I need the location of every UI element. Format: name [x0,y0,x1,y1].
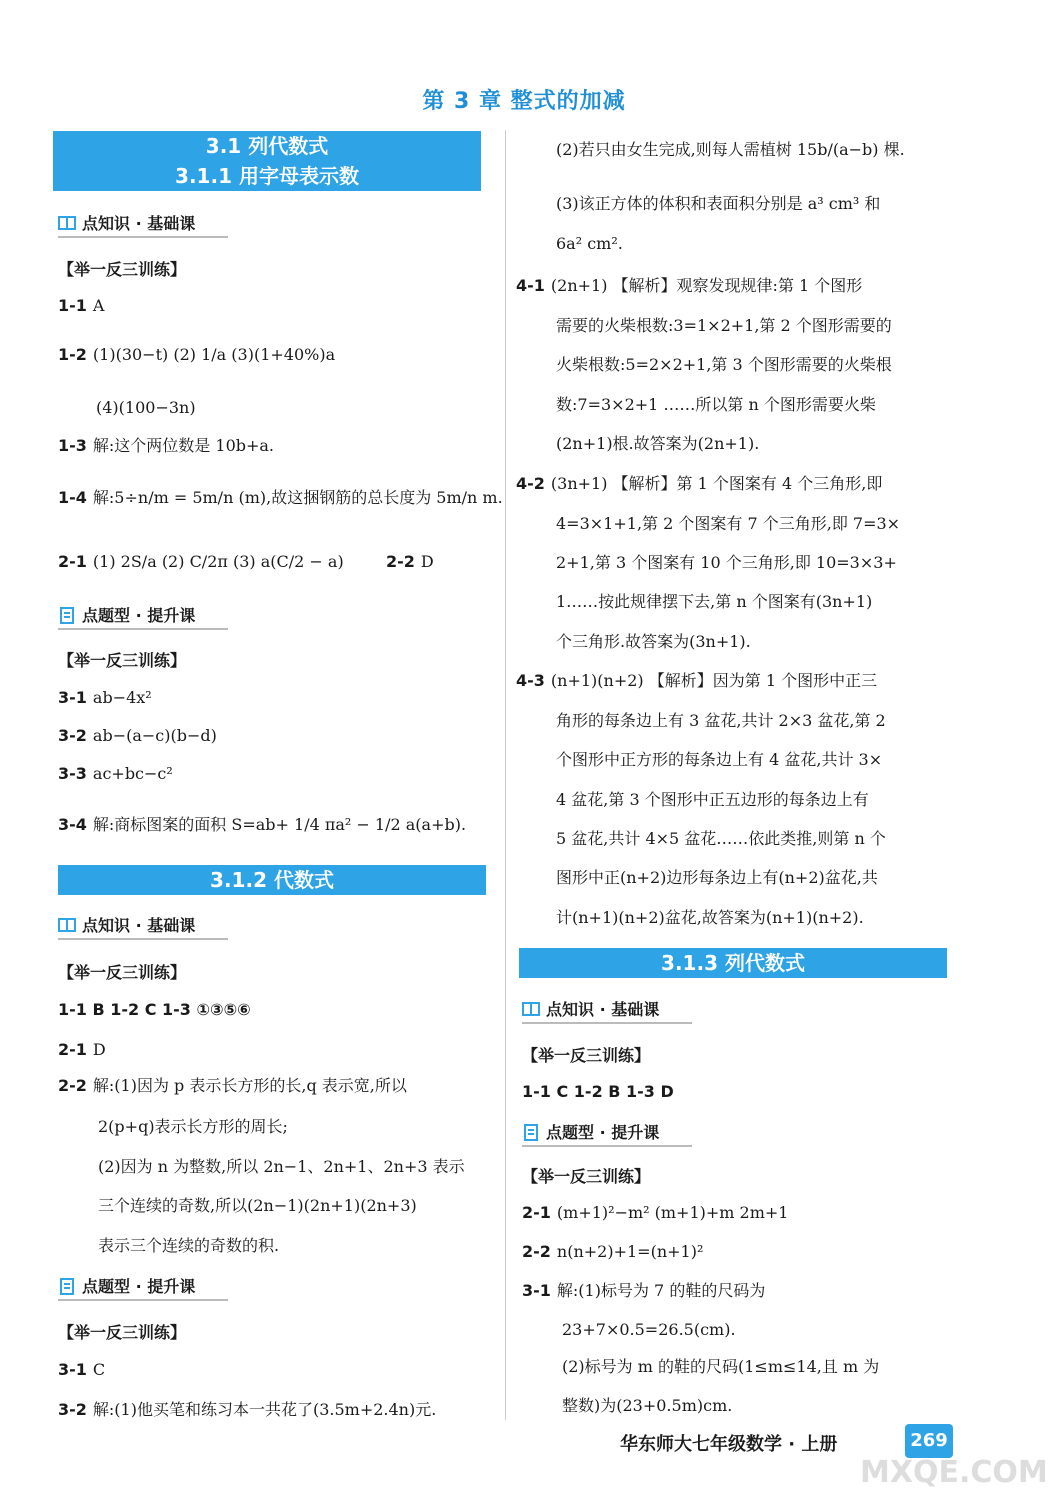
answer-4-3: 4-3 (n+1)(n+2) 【解析】因为第 1 个图形中正三 [516,671,878,690]
section-label: 点知识 · 基础课 [82,214,196,233]
section-label: 点知识 · 基础课 [546,1000,660,1019]
answer-4-3-cont: 角形的每条边上有 3 盆花,共计 2×3 盆花,第 2 [556,711,886,730]
page-number: 269 [905,1424,953,1458]
answer-4-1-cont: 需要的火柴根数:3=1×2+1,第 2 个图形需要的 [556,316,892,335]
section-banner-3-1 [53,131,481,191]
section-question-type-3 [522,1120,692,1147]
answer-4-3-cont: 个图形中正方形的每条边上有 4 盆花,共计 3× [556,750,883,769]
answer-1-4: 1-4 解:5÷n/m = 5m/n (m),故这捆钢筋的总长度为 5m/n m. [58,488,503,507]
answer-4-1-cont: (2n+1)根.故答案为(2n+1). [556,434,760,453]
answer-4-2-cont: 个三角形.故答案为(3n+1). [556,632,751,651]
book-icon [58,916,76,934]
subheading: 【举一反三训练】 [522,1167,651,1186]
answer-1-2-cont: (4)(100−3n) [96,398,196,417]
section-question-type-1 [58,603,228,630]
section-label: 点知识 · 基础课 [82,916,196,935]
answer-3-2: 3-2 ab−(a−c)(b−d) [58,726,217,745]
answer-4-1-cont: 数:7=3×2+1 ……所以第 n 个图形需要火柴 [556,395,876,414]
subheading: 【举一反三训练】 [58,1323,187,1342]
clipboard-icon [58,606,76,624]
answer-2-2b-cont: 2(p+q)表示长方形的周长; [98,1117,288,1136]
section-label: 点题型 · 提升课 [82,1277,196,1296]
answer-2-2b-cont: 三个连续的奇数,所以(2n−1)(2n+1)(2n+3) [98,1196,417,1215]
answer-3-4: 3-4 解:商标图案的面积 S=ab+ 1/4 πa² − 1/2 a(a+b). [58,815,467,834]
answer-1-1: 1-1 A [58,296,105,315]
answer-4-2-cont: 2+1,第 3 个图案有 10 个三角形,即 10=3×3+ [556,553,897,572]
banner-line-1: 3.1 列代数式 [205,134,329,158]
answer-4-3-cont: 4 盆花,第 3 个图形中正五边形的每条边上有 [556,790,869,809]
answer-3-1c-cont: 整数)为(23+0.5m)cm. [562,1396,733,1415]
book-icon [58,214,76,232]
answer-1-3: 1-3 解:这个两位数是 10b+a. [58,436,275,455]
clipboard-icon [522,1123,540,1141]
answer-row-2: 1-1 C 1-2 B 1-3 D [522,1082,674,1101]
answer-2-2: 2-2 D [386,552,434,571]
right-line: (3)该正方体的体积和表面积分别是 a³ cm³ 和 [556,194,881,213]
answer-1-2: 1-2 (1)(30−t) (2) 1/a (3)(1+40%)a [58,345,336,364]
subheading: 【举一反三训练】 [522,1046,651,1065]
answer-4-3-cont: 计(n+1)(n+2)盆花,故答案为(n+1)(n+2). [556,908,864,927]
answer-4-1: 4-1 (2n+1) 【解析】观察发现规律:第 1 个图形 [516,276,863,295]
answer-4-2-cont: 4=3×1+1,第 2 个图案有 7 个三角形,即 7=3× [556,514,901,533]
right-line: 6a² cm². [556,234,623,253]
book-icon [522,1000,540,1018]
book-title-footer: 华东师大七年级数学 · 上册 [620,1434,838,1455]
subheading: 【举一反三训练】 [58,963,187,982]
answer-2-1: 2-1 (1) 2S/a (2) C/2π (3) a(C/2 − a) [58,552,344,571]
answer-3-1b: 3-1 C [58,1360,106,1379]
right-line: (2)若只由女生完成,则每人需植树 15b/(a−b) 棵. [556,140,905,159]
chapter-title: 第 3 章 整式的加减 [422,89,626,114]
answer-4-1-cont: 火柴根数:5=2×2+1,第 3 个图形需要的火柴根 [556,355,892,374]
answer-4-2: 4-2 (3n+1) 【解析】第 1 个图案有 4 个三角形,即 [516,474,883,493]
answer-3-1: 3-1 ab−4x² [58,688,152,707]
answer-2-1c: 2-1 (m+1)²−m² (m+1)+m 2m+1 [522,1203,789,1222]
section-banner-3-1-2: 3.1.2 代数式 [58,865,486,895]
answer-4-3-cont: 5 盆花,共计 4×5 盆花……依此类推,则第 n 个 [556,829,886,848]
section-label: 点题型 · 提升课 [546,1123,660,1142]
section-banner-3-1-3: 3.1.3 列代数式 [519,948,947,978]
subheading: 【举一反三训练】 [58,651,187,670]
column-divider [505,130,506,1420]
answer-2-2c: 2-2 n(n+2)+1=(n+1)² [522,1242,704,1261]
section-knowledge-3 [522,997,692,1024]
section-question-type-2 [58,1274,228,1301]
answer-2-2b-cont: 表示三个连续的奇数的积. [98,1236,280,1255]
answer-3-1c-cont: (2)标号为 m 的鞋的尺码(1≤m≤14,且 m 为 [562,1357,880,1376]
subheading: 【举一反三训练】 [58,260,187,279]
answer-2-1b: 2-1 D [58,1040,106,1059]
section-label: 点题型 · 提升课 [82,606,196,625]
answer-3-3: 3-3 ac+bc−c² [58,764,173,783]
answer-3-1c: 3-1 解:(1)标号为 7 的鞋的尺码为 [522,1281,766,1300]
answer-2-2b: 2-2 解:(1)因为 p 表示长方形的长,q 表示宽,所以 [58,1076,407,1095]
answer-3-2b: 3-2 解:(1)他买笔和练习本一共花了(3.5m+2.4n)元. [58,1400,437,1419]
answer-4-3-cont: 图形中正(n+2)边形每条边上有(n+2)盆花,共 [556,868,878,887]
section-knowledge-1 [58,211,228,238]
answer-row-1: 1-1 B 1-2 C 1-3 ①③⑤⑥ [58,1000,251,1019]
clipboard-icon [58,1277,76,1295]
answer-4-2-cont: 1……按此规律摆下去,第 n 个图案有(3n+1) [556,592,873,611]
banner-line-2: 3.1.1 用字母表示数 [175,164,359,188]
answer-3-1c-cont: 23+7×0.5=26.5(cm). [562,1320,736,1339]
section-knowledge-2 [58,913,228,940]
watermark: MXQE.COM [860,1455,1048,1490]
answer-2-2b-cont: (2)因为 n 为整数,所以 2n−1、2n+1、2n+3 表示 [98,1157,465,1176]
